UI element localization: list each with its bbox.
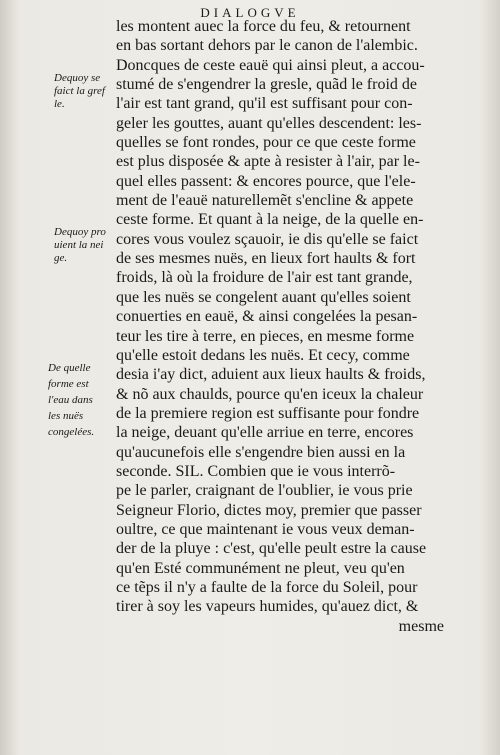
text-line: qu'en Esté communément ne pleut, veu qu'en [116, 559, 405, 577]
margin-note-line: forme est [48, 378, 89, 390]
text-line: froids, là où la froidure de l'air est tant grande, [116, 269, 413, 287]
text-line: & nõ aux chaulds, pource qu'en iceux la chaleur [116, 385, 424, 403]
text-line: de ses mesmes nuës, en lieux fort haults & fort [116, 250, 416, 268]
text-line: oultre, ce que maintenant ie vous veux deman- [116, 520, 415, 538]
margin-notes-column [0, 0, 116, 755]
margin-note-line: les nuës [48, 410, 84, 422]
text-line: stumé de s'engendrer la gresle, quãd le froid de [116, 76, 417, 94]
text-line: mesme [398, 617, 444, 635]
text-line: tirer à soy les vapeurs humides, qu'auez dict, & [116, 598, 419, 616]
text-line: teur les tire à terre, en pieces, en mesme forme [116, 327, 415, 345]
text-line: Seigneur Florio, dictes moy, premier que passer [116, 501, 422, 519]
body-text [116, 17, 446, 636]
margin-note-line: congelées. [48, 426, 95, 438]
margin-note-line: Dequoy pro [54, 226, 106, 238]
margin-note-line: le. [54, 98, 65, 110]
margin-note [54, 226, 116, 265]
text-line: ment de l'eauë naturellemẽt s'encline & appete [116, 192, 414, 210]
margin-note-line: De quelle [48, 362, 91, 374]
text-line: geler les gouttes, auant qu'elles descendent: les- [116, 114, 422, 132]
text-line: en bas sortant dehors par le canon de l'alembic. [116, 37, 418, 55]
text-line: qu'aucunefois elle s'engendre bien aussi en la [116, 443, 406, 461]
text-line: ceste forme. Et quant à la neige, de la quelle en- [116, 211, 424, 229]
text-line: seconde. SIL. Combien que ie vous interrõ- [116, 462, 396, 480]
running-header: DIALOGVE [200, 5, 300, 20]
text-line: cores vous voulez sçauoir, ie dis qu'elle se faict [116, 230, 419, 248]
text-line: desia i'ay dict, aduient aux lieux haults & froids, [116, 366, 426, 384]
text-line: quel elles passent: & encores pource, que l'ele- [116, 172, 416, 190]
text-line: pe le parler, craignant de l'oublier, ie vous prie [116, 482, 413, 500]
margin-note-line: ge. [54, 252, 68, 264]
margin-note-line: faict la gref [54, 85, 105, 97]
text-line: que les nuës se congelent auant qu'elles soient [116, 288, 411, 306]
text-line: qu'elle estoit dedans les nuës. Et cecy, comme [116, 346, 410, 364]
text-line: conuerties en eauë, & ainsi congelées la pesan- [116, 308, 418, 326]
margin-note-line: l'eau dans [48, 394, 93, 406]
margin-note-line: uient la nei [54, 239, 104, 251]
text-line: la neige, deuant qu'elle arriue en terre, encores [116, 424, 414, 442]
text-line: les montent auec la force du feu, & retournent [116, 18, 411, 35]
text-line: quelles se font rondes, pour ce que ceste forme [116, 134, 416, 152]
text-line: est plus disposée & apte à resister à l'air, par le- [116, 153, 420, 171]
text-line: de la premiere region est suffisante pour fondre [116, 404, 420, 422]
margin-note [54, 72, 116, 111]
margin-note [48, 360, 110, 440]
text-line: der de la pluye : c'est, qu'elle peult estre la cause [116, 540, 427, 558]
margin-note-line: Dequoy se [54, 72, 101, 84]
text-line: l'air est tant grand, qu'il est suffisant pour con- [116, 95, 413, 113]
text-line: ce tẽps il n'y a faulte de la force du Soleil, pour [116, 578, 418, 596]
text-line: Doncques de ceste eauë qui ainsi pleut, a accou- [116, 56, 425, 74]
